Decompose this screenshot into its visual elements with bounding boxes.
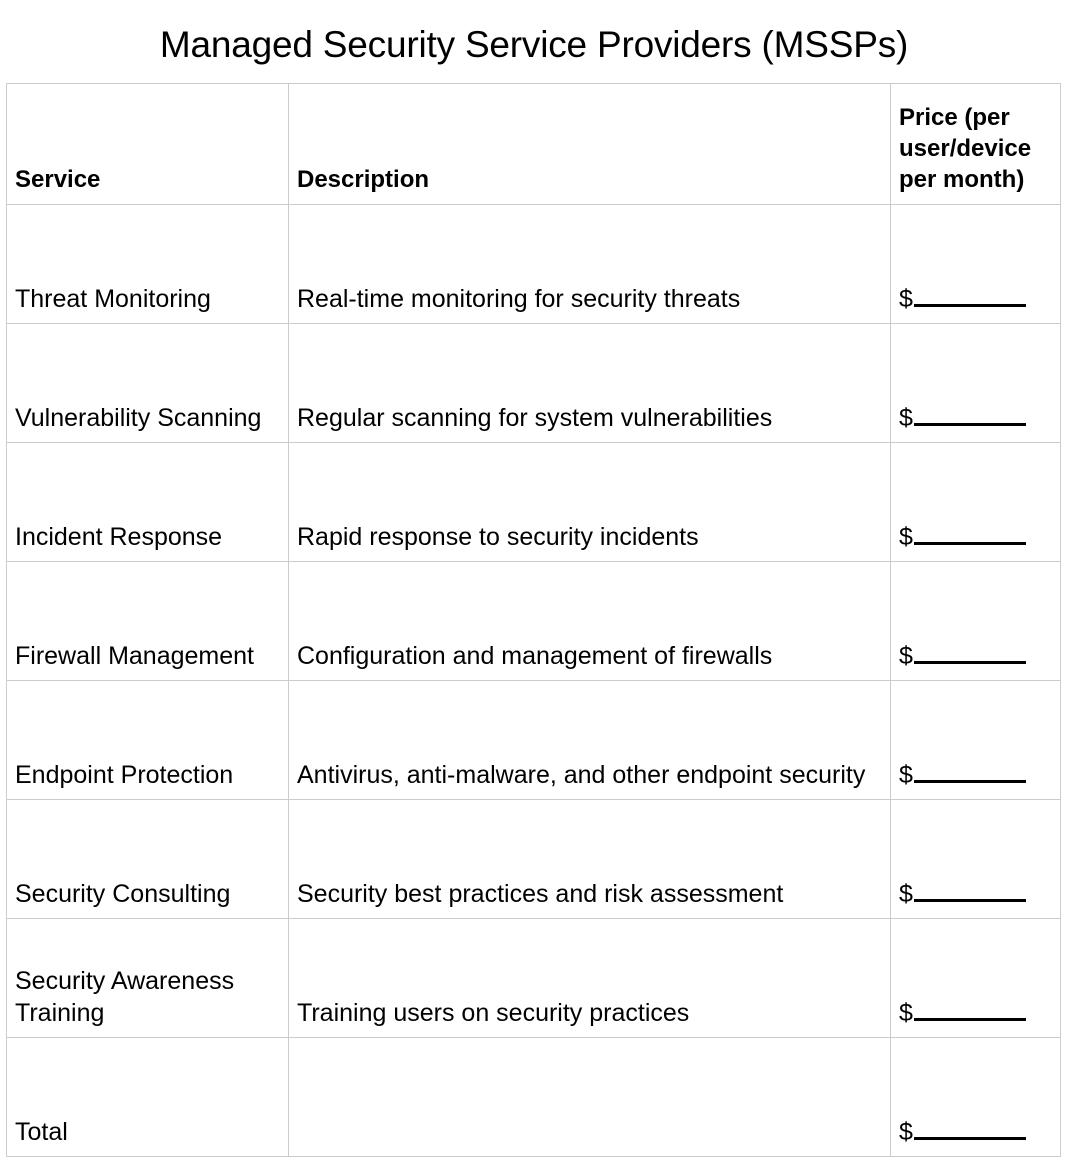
cell-price-blank[interactable] — [891, 204, 1061, 323]
cell-price-blank[interactable] — [891, 680, 1061, 799]
table-row — [7, 918, 1061, 1037]
column-header-service: Service — [7, 83, 289, 204]
cell-description: Regular scanning for system vulnerabilities — [289, 323, 891, 442]
cell-price-blank[interactable] — [891, 799, 1061, 918]
price-fill-in-line[interactable] — [914, 1119, 1026, 1140]
cell-service: Incident Response — [7, 442, 289, 561]
price-fill-in-line[interactable] — [914, 881, 1026, 902]
table-row — [7, 799, 1061, 918]
cell-price-blank[interactable] — [891, 323, 1061, 442]
currency-symbol: $ — [899, 641, 913, 670]
cell-price-blank[interactable] — [891, 561, 1061, 680]
cell-price-blank[interactable] — [891, 442, 1061, 561]
column-header-price: Price (per user/device per month) — [891, 83, 1061, 204]
price-fill-in-line[interactable] — [914, 643, 1026, 664]
table-row — [7, 680, 1061, 799]
table-row-total — [7, 1037, 1061, 1156]
price-fill-in-line[interactable] — [914, 762, 1026, 783]
table-row — [7, 442, 1061, 561]
price-fill-in-line[interactable] — [914, 405, 1026, 426]
table-row — [7, 561, 1061, 680]
currency-symbol: $ — [899, 403, 913, 432]
cell-service: Endpoint Protection — [7, 680, 289, 799]
price-fill-in-line[interactable] — [914, 524, 1026, 545]
cell-description: Configuration and management of firewalls — [289, 561, 891, 680]
cell-description-empty — [289, 1037, 891, 1156]
currency-symbol: $ — [899, 879, 913, 908]
cell-description: Real-time monitoring for security threats — [289, 204, 891, 323]
cell-description: Antivirus, anti-malware, and other endpoint security — [289, 680, 891, 799]
cell-price-blank[interactable] — [891, 918, 1061, 1037]
price-fill-in-line[interactable] — [914, 1000, 1026, 1021]
table-row — [7, 204, 1061, 323]
price-fill-in-line[interactable] — [914, 286, 1026, 307]
table-header-row — [7, 83, 1061, 204]
mssp-pricing-table — [6, 83, 1061, 1157]
column-header-description: Description — [289, 83, 891, 204]
table-row — [7, 323, 1061, 442]
cell-service: Threat Monitoring — [7, 204, 289, 323]
cell-service: Firewall Management — [7, 561, 289, 680]
currency-symbol: $ — [899, 284, 913, 313]
table-body — [7, 204, 1061, 1156]
table-header — [7, 83, 1061, 204]
currency-symbol: $ — [899, 760, 913, 789]
cell-description: Security best practices and risk assessment — [289, 799, 891, 918]
currency-symbol: $ — [899, 1117, 913, 1146]
cell-description: Rapid response to security incidents — [289, 442, 891, 561]
cell-description: Training users on security practices — [289, 918, 891, 1037]
currency-symbol: $ — [899, 522, 913, 551]
cell-service: Vulnerability Scanning — [7, 323, 289, 442]
page-title: Managed Security Service Providers (MSSPs) — [159, 24, 909, 65]
cell-service: Security Awareness Training — [7, 918, 289, 1037]
cell-price-total-blank[interactable] — [891, 1037, 1061, 1156]
cell-service: Security Consulting — [7, 799, 289, 918]
currency-symbol: $ — [899, 998, 913, 1027]
cell-service-total: Total — [7, 1037, 289, 1156]
